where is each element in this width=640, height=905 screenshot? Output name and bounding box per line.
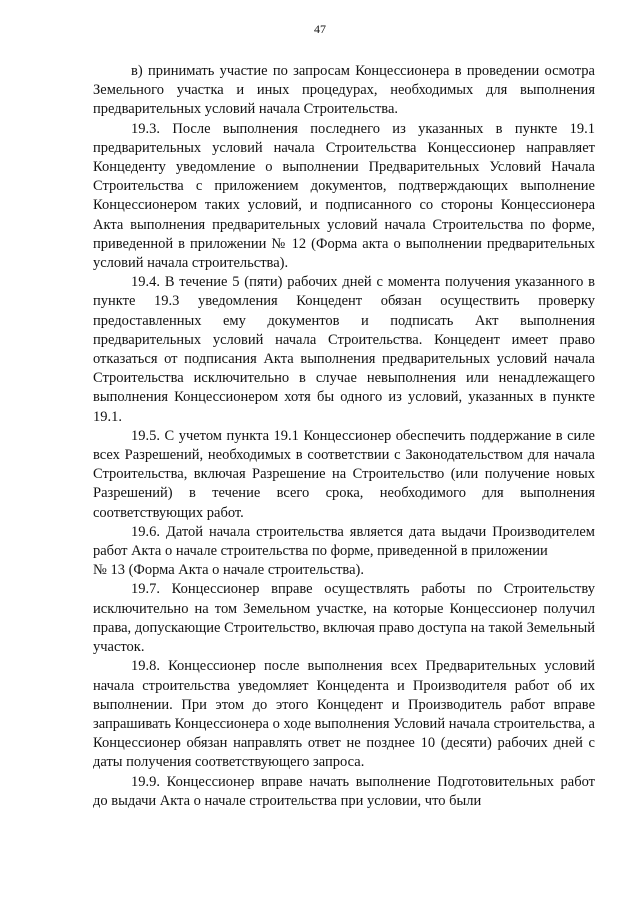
paragraph-19-4: 19.4. В течение 5 (пяти) рабочих дней с момента получения указанного в пункте 19.3 уведомления Концедент обязан осуществить проверку предоставленных ему документов и подписать Акт выполнения предварительных условий начала Строительства. Концедент имеет право отказаться от подписания Акта выполнения предварительных условий начала Строительства исключительно в случае невыполнения или ненадлежащего выполнения Концессионером хотя бы одного из условий, указанных в пункте 19.1.	[93, 274, 595, 425]
paragraph-19-6: 19.6. Датой начала строительства является дата выдачи Производителем работ Акта о начале строительства по форме, приведенной в приложении	[93, 523, 595, 560]
paragraph-19-3: 19.3. После выполнения последнего из указанных в пункте 19.1 предварительных условий начала Строительства Концессионер направляет Концеденту уведомление о выполнении Предварительных Условий Начала Строительства с приложением документов, подтверждающих выполнение Концессионером таких условий, и подписанного со стороны Концессионера Акта выполнения предварительных условий начала Строительства по форме, приведенной в приложении № 12 (Форма акта о выполнении предварительных условий начала строительства).	[93, 120, 595, 272]
paragraph-19-6-continuation: № 13 (Форма Акта о начале строительства).	[93, 562, 364, 579]
paragraph-19-9: 19.9. Концессионер вправе начать выполнение Подготовительных работ до выдачи Акта о начале строительства при условии, что были	[93, 773, 595, 809]
page-number: 47	[314, 22, 326, 36]
paragraph-item-v: в) принимать участие по запросам Концессионера в проведении осмотра Земельного участка и иных процедурах, необходимых для выполнения предварительных условий начала Строительства.	[93, 63, 595, 118]
paragraph-19-7: 19.7. Концессионер вправе осуществлять работы по Строительству исключительно на том Земельном участке, на которые Концессионер получил права, допускающие Строительство, включая право доступа на такой Земельный участок.	[93, 581, 595, 656]
document-body	[93, 62, 595, 811]
paragraph-19-8: 19.8. Концессионер после выполнения всех Предварительных условий начала строительства уведомляет Концедента и Производителя работ об их выполнении. При этом до этого Концедент и Производитель работ вправе запрашивать Концессионера о ходе выполнения Условий начала строительства, а Концессионер обязан направлять ответ не позднее 10 (десяти) рабочих дней с даты получения соответствующего запроса.	[93, 658, 595, 771]
paragraph-19-5: 19.5. С учетом пункта 19.1 Концессионер обеспечить поддержание в силе всех Разрешений, необходимых в соответствии с Законодательством для начала Строительства, включая Разрешение на Строительство (или получение новых Разрешений) в течение всего срока, необходимого для выполнения соответствующих работ.	[93, 427, 595, 521]
